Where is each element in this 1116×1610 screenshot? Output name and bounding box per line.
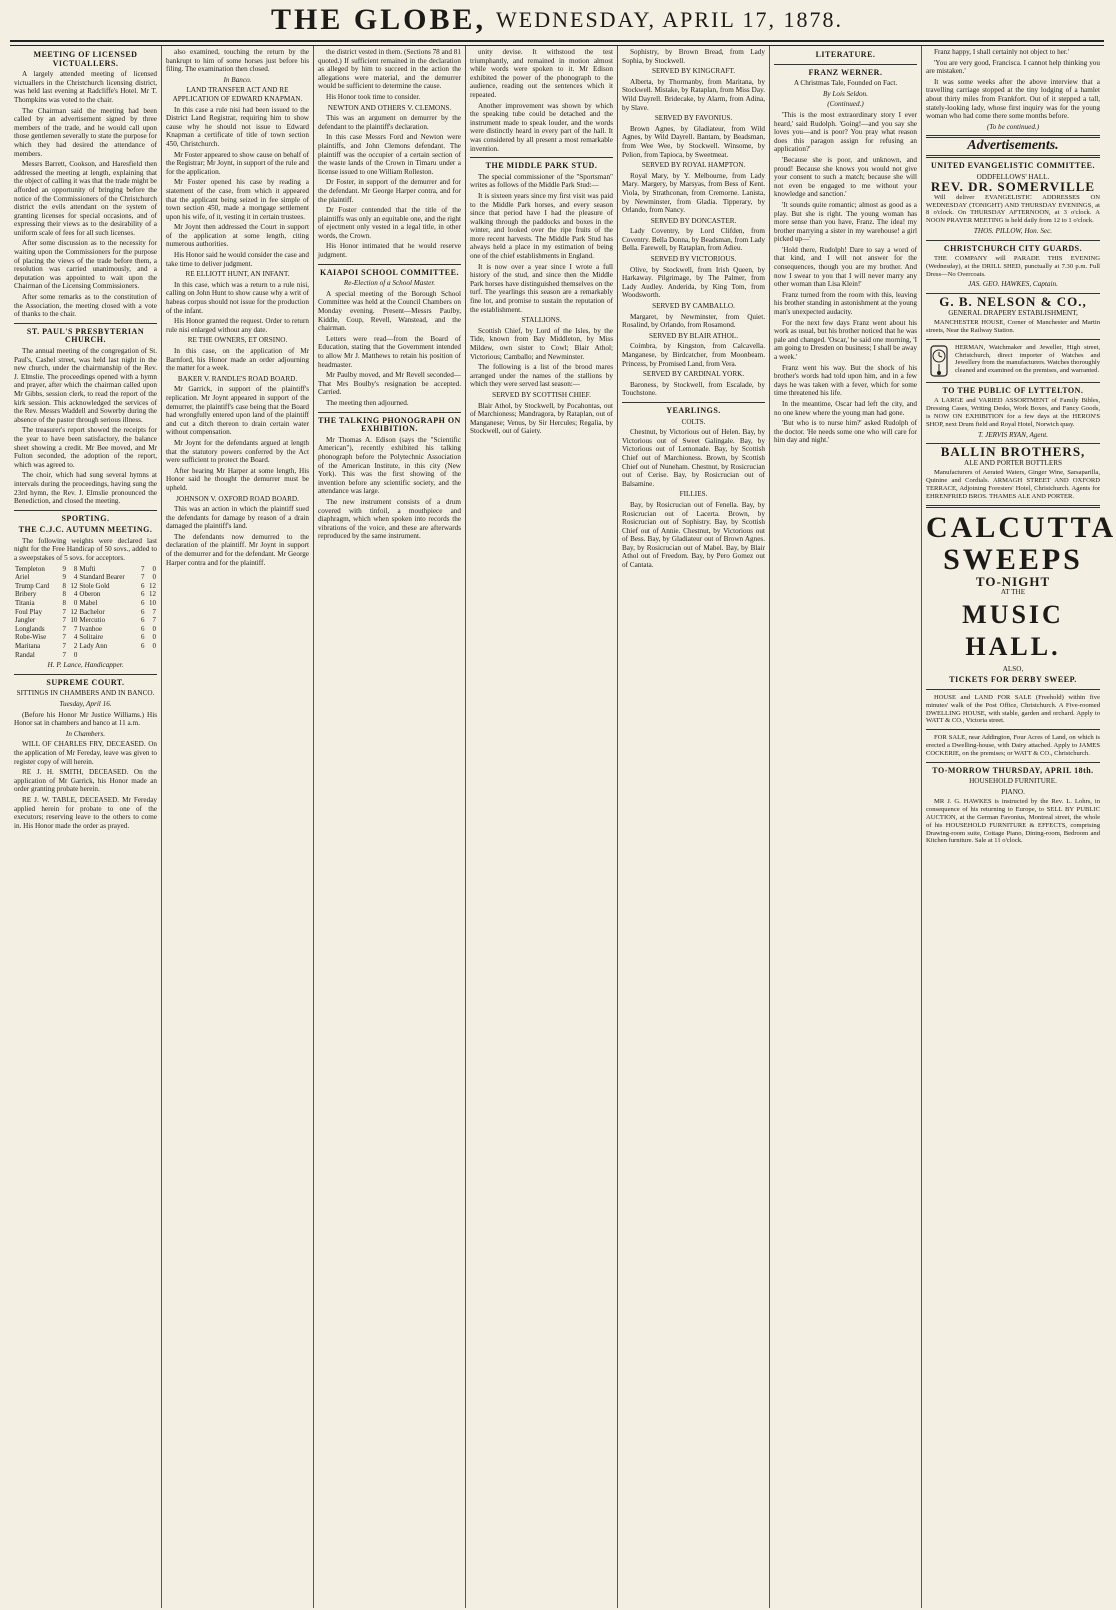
- divider: [14, 510, 157, 511]
- ad-banner: CALCUTTA SWEEPS: [926, 510, 1116, 576]
- section-label: SERVED BY BLAIR ATHOL.: [648, 331, 738, 340]
- weights-row: [14, 651, 157, 660]
- weights-row: [14, 633, 157, 642]
- case-heading: BAKER V. RANDLE'S ROAD BOARD.: [177, 374, 298, 383]
- ad-text: MANCHESTER HOUSE, Corner of Manchester and Martin streets, Near the Railway Station.: [926, 319, 1100, 335]
- divider: [926, 762, 1100, 763]
- weights-cell: 9: [62, 564, 66, 573]
- weights-cell: 6: [141, 633, 145, 642]
- weights-cell: 8: [62, 599, 66, 608]
- weights-cell: 7: [62, 607, 66, 616]
- weights-cell: Bachelor: [79, 607, 105, 616]
- continued-label: (To be continued.): [986, 122, 1040, 131]
- section-label: SERVED BY ROYAL HAMPTON.: [641, 161, 746, 170]
- paragraph: Mr Paulby moved, and Mr Revell seconded—That Mrs Boulby's resignation be accepted. Carried.: [318, 371, 461, 397]
- paragraph: Mr Foster appeared to show cause on behalf of the Registrar; Mr Joynt, in support of the rule and for the application.: [166, 150, 309, 176]
- headline: THE TALKING PHONOGRAPH ON EXHIBITION.: [318, 415, 461, 434]
- weights-cell: Bribery: [15, 590, 37, 599]
- paragraph: Mr Thomas A. Edison (says the "Scientific American"), recently exhibited his talking phonograph before the Polytechnic Association of the American Institute, in this city (New York). This was the first showing of the invention before any scientific society, and the attendance was large.: [318, 435, 461, 496]
- paragraph: The choir, which had sung several hymns at intervals during the proceedings, having sung the 23rd hymn, the Rev. J. Elmslie pronounced the Benediction, and closed the meeting.: [14, 471, 157, 506]
- divider: [926, 339, 1100, 340]
- paragraph: Messrs Barrett, Cookson, and Haresfield then addressed the meeting at length, explaining that the object of calling it was that the trade might be afforded an opportunity of bringing before the notice of the Commissioners of the Christchurch district the evils attendant on the system of granting licenses for special occasions, and of expressing their views as to the desirability of a uniform scale of fees for all such licenses.: [14, 160, 157, 237]
- divider: [926, 689, 1100, 690]
- paragraph: It is sixteen years since my first visit was paid to the Middle Park horses, and every season since that period have I had the pleasure of walking through the paddocks and boxes in the winter, and looked over the ripe fruits of the more recent harvests. The Middle Park Stud has always held a place in my estimation of being one of the chief establishments in England.: [470, 191, 613, 261]
- paragraph: Letters were read—from the Board of Education, stating that the Government intended to allow Mr J. Matthews to retain his position of headmaster.: [318, 334, 461, 369]
- weights-table: [14, 565, 157, 660]
- weights-cell: 0: [152, 624, 156, 633]
- weights-row: [14, 599, 157, 608]
- weights-cell: Jangler: [15, 616, 36, 625]
- paragraph: The Chairman said the meeting had been called by an advertisement signed by three members of the trade, and he would call upon those gentlemen severally to state the purpose for which they had desired the attendance of members.: [14, 106, 157, 158]
- weights-cell: 2: [73, 642, 78, 650]
- divider: [926, 382, 1100, 383]
- weights-cell: 7: [141, 573, 145, 582]
- weights-cell: 12: [149, 590, 156, 599]
- paragraph: Baroness, by Stockwell, from Escalade, by Touchstone.: [622, 380, 765, 398]
- paragraph: Lady Coventry, by Lord Clifden, from Coventry. Bella Donna, by Beadsman, from Lady Bella. Farewell, by Rataplan, from Adieu.: [622, 227, 765, 253]
- continued-label: (Continued.): [827, 100, 864, 109]
- section-label: In Banco.: [223, 75, 252, 84]
- ad-text: ALSO,: [1002, 664, 1024, 673]
- weights-cell: 7: [62, 650, 66, 659]
- ad-text: FOR SALE, near Addington, Four Acres of Land, on which is erected a Dwelling-house, with Dairy attached. Apply to JAMES COCKERIE, on the premises; or WATT & CO., Christchurch.: [926, 734, 1100, 757]
- advertisements-heading: Advertisements.: [967, 138, 1059, 154]
- ad-banner: REV. DR. SOMERVILLE: [930, 179, 1096, 195]
- headline: KAIAPOI SCHOOL COMMITTEE.: [320, 267, 459, 277]
- ad-heading: UNITED EVANGELISTIC COMMITTEE.: [931, 160, 1095, 170]
- issue-date: WEDNESDAY, APRIL 17, 1878.: [496, 7, 844, 32]
- ad-heading: CHRISTCHURCH CITY GUARDS.: [943, 243, 1083, 253]
- weights-row: [14, 608, 157, 617]
- ad-subheading: ODDFELLOWS' HALL.: [976, 172, 1050, 181]
- weights-cell: Ariel: [15, 573, 30, 582]
- paragraph: In this case a rule nisi had been issued to the District Land Registrar, requiring him to show cause why he should not issue to Edward Knapman a certificate of title of town section 450, Christchurch.: [166, 105, 309, 148]
- weights-cell: Trump Card: [15, 581, 50, 590]
- section-label: In Chambers.: [65, 729, 106, 738]
- clock-icon: [926, 344, 952, 378]
- headline: LITERATURE.: [815, 50, 876, 59]
- headline: ST. PAUL'S PRESBYTERIAN CHURCH.: [26, 326, 145, 345]
- paragraph: the district vested in them. (Sections 78 and 81 quoted.) If sufficient remained in the declaration as alleged by him to succeed in the action the allegations were material, and the demurrer would be sufficient to determine the cause.: [318, 48, 461, 91]
- weights-cell: 7: [62, 616, 66, 625]
- ad-signature: JAS. GEO. HAWKES, Captain.: [968, 280, 1058, 289]
- paragraph: Brown Agnes, by Gladiateur, from Wild Agnes, by Wild Dayrell. Bantam, by Beadsman, from Wee Wee, by Stockwell. Winsome, by Pelion, from Tapioca, by Sweetmeat.: [622, 124, 765, 159]
- subheadline: Re-Election of a School Master.: [343, 279, 436, 288]
- paragraph: Mr Foster opened his case by reading a statement of the case, from which it appeared that the applicant being seized in fee simple of town section 450, made a mortgage settlement upon his wife, of it, vesting it in certain trustees.: [166, 178, 309, 221]
- paragraph: The annual meeting of the congregation of St. Paul's, Cashel street, was held last night in the new church, under the chairmanship of the Rev. J. Elmslie. The proceedings opened with a hymn and prayer, after which the chairman called upon Mr Gibbs, session clerk, to read the report of the kirk session. This acknowledged the services of the Rev. Messrs Waddell and Sowerby during the absence of the pastor through serious illness.: [14, 347, 157, 424]
- paragraph: The meeting then adjourned.: [326, 398, 409, 407]
- weights-cell: 6: [141, 642, 145, 650]
- ad-banner: MUSIC HALL.: [962, 599, 1064, 661]
- column-3: [314, 46, 466, 1608]
- divider: [926, 155, 1100, 158]
- divider: [774, 64, 917, 65]
- paragraph: 'Hold there, Rudolph! Dare to say a word of that kind, and I will not answer for the consequences, though you are my brother. And now I swear to you that I will never marry any other woman than Lisa Klein!': [774, 245, 917, 289]
- weights-cell: 12: [70, 581, 78, 590]
- divider: [926, 240, 1100, 241]
- ad-banner: BALLIN BROTHERS,: [940, 444, 1086, 460]
- ad-text: HOUSE and LAND FOR SALE (Freehold) within five minutes' walk of the Post Office, Christchurch. A Five-roomed DWELLING HOUSE, with stable, garden and orchard. Apply to WATT & CO., Victoria street.: [926, 693, 1100, 725]
- paragraph: Scottish Chief, by Lord of the Isles, by the Tide, known from Bay Middleton, by Miss Mildew, own sister to Cowl; Blair Athol; Victorious; Camballo; and Newminster.: [470, 326, 613, 361]
- paragraph: Dr Foster contended that the title of the plaintiffs was only an equitable one, and the right of ejectment only vested in a legal title, in other words, the Crown.: [318, 206, 461, 240]
- weights-cell: 7: [141, 564, 145, 573]
- byline: By Lois Seldon.: [823, 89, 868, 98]
- section-label: SERVED BY CAMBALLO.: [652, 302, 735, 311]
- paragraph: After some remarks as to the constitution of the Association, the meeting closed with a vote of thanks to the chair.: [14, 293, 157, 319]
- divider: [470, 157, 613, 158]
- paragraph: Alberta, by Thormanby, from Maritana, by Stockwell. Mistake, by Rataplan, from Miss Day. Wild Dayrell. Bridecake, by Alarm, from Adina, by Slave.: [622, 77, 765, 112]
- divider: [318, 412, 461, 413]
- weights-cell: 6: [141, 616, 145, 625]
- weights-row: [14, 625, 157, 634]
- paragraph: (Before his Honor Mr Justice Williams.) His Honor sat in chambers and banco at 11 a.m.: [14, 710, 157, 728]
- weights-cell: Stole Gold: [79, 581, 110, 590]
- weights-cell: 10: [70, 616, 78, 625]
- paragraph: Blair Athol, by Stockwell, by Pocahontas, out of Marchioness; Mandragora, by Rataplan, out of Manganese; Venus, by Sir Hercules; Regalia, by Stockwell, out of Gaiety.: [470, 401, 613, 436]
- ad-text: Manufacturers of Aerated Waters, Ginger Wine, Sarsaparilla, Quinine and Cordials. ARMAGH STREET AND OXFORD TERRACE, Adjoining Foresters' Hotel, Christchurch. Agents for EHRENFRIED BROS. THAMES ALE AND PORTER.: [926, 469, 1100, 500]
- divider: [14, 674, 157, 675]
- weights-cell: Oberon: [79, 590, 101, 599]
- paragraph: unity devise. It withstood the test triumphantly, and remained in motion almost while words were spoken to it. Mr Edison exhibited the power of the phonograph to the audience, reading out the sentences which it repeated.: [470, 48, 613, 99]
- weights-cell: 0: [152, 633, 156, 642]
- divider: [14, 323, 157, 324]
- ad-heading: TO-MORROW THURSDAY, APRIL 18th.: [932, 765, 1094, 775]
- paragraph: WILL OF CHARLES FRY, DECEASED. On the application of Mr Fereday, leave was given to register copy of will herein.: [14, 740, 157, 766]
- paragraph: Mr Joynt then addressed the Court in support of the application at some length, citing numerous authorities.: [166, 223, 309, 249]
- weights-cell: 6: [141, 581, 145, 590]
- weights-cell: 7: [62, 624, 66, 633]
- ad-text: MR J. G. HAWKES is instructed by the Rev. L. Lohrs, in consequence of his returning to Europe, to SELL BY PUBLIC AUCTION, at the German Favonius, Montreal street, the whole of his HOUSEHOLD FURNITURE & EFFECTS, comprising Drawing-room suite, Cottage Piano, Dining-room, Bedroom and Kitchen furniture. Sale at 11 o'clock.: [926, 798, 1100, 845]
- ad-text: Will deliver EVANGELISTIC ADDRESSES ON WEDNESDAY (TONIGHT) AND THURSDAY EVENINGS, at 8 o'clock. On THURSDAY AFTERNOON, at 3 o'clock. A NOON PRAYER MEETING is held daily from 12 to 1 o'clock.: [926, 193, 1100, 225]
- weights-cell: 6: [141, 599, 145, 608]
- weights-cell: Mufti: [79, 564, 96, 573]
- paragraph: This was an argument on demurrer by the defendant to the plaintiff's declaration.: [318, 114, 461, 131]
- weights-cell: 8: [62, 590, 66, 599]
- paragraph: His Honor intimated that he would reserve judgment.: [318, 242, 461, 260]
- paragraph: The new instrument consists of a drum covered with tinfoil, a mouthpiece and diaphragm, which when spoken into records the vibrations of the voice, and these are afterwards reproduced by the same instrument.: [318, 497, 461, 541]
- weights-cell: 0: [152, 642, 156, 650]
- case-heading: JOHNSON V. OXFORD ROAD BOARD.: [176, 494, 299, 503]
- weights-cell: [139, 651, 146, 660]
- paragraph: It was some weeks after the above interview that a travelling carriage stopped at the tiny lodging of a hamlet about thirty miles from Frankfort. Out of it stepped a tall, stately-looking lady, whose first inquiry was for the young woman who had come there some months before.: [926, 77, 1100, 121]
- headline: MEETING OF LICENSED VICTUALLERS.: [33, 50, 138, 68]
- paragraph: Another improvement was shown by which the speaking tube could be detached and the instrument made to speak louder, and the words were distinctly heard in every part of the hall. It was considered by all present a most remarkable invention.: [470, 101, 613, 153]
- section-label: SERVED BY DONCASTER.: [650, 216, 737, 225]
- weights-cell: 8: [62, 581, 66, 590]
- paragraph: In this case, which was a return to a rule nisi, calling on John Hunt to show cause why a writ of habeas corpus should not issue for the production of the infant.: [166, 280, 309, 315]
- ad-signature: T. JERVIS RYAN, Agent.: [977, 430, 1049, 439]
- paragraph: Franz went his way. But the shock of his brother's words had told upon him, and in a few days he was taken with a fever, which for some time threatened his life.: [774, 363, 917, 398]
- paragraph: RE J. H. SMITH, DECEASED. On the application of Mr Garrick, his Honor made an order granting probate herein.: [14, 768, 157, 794]
- ad-text: THE COMPANY will PARADE THIS EVENING (Wednesday), at the DRILL SHED, punctually at 7.30 p.m. Full Dress—No Overcoats.: [926, 255, 1100, 278]
- ad-text: AT THE: [1000, 588, 1026, 597]
- weights-cell: Solitaire: [79, 633, 104, 642]
- paragraph: 'You are very good, Francisca. I cannot help thinking you are mistaken.': [926, 58, 1100, 76]
- ad-auction: [926, 767, 1100, 846]
- paragraph: Franz turned from the room with this, leaving his brother standing in astonishment at the young man's unexpected audacity.: [774, 290, 917, 317]
- weights-cell: 6: [141, 590, 145, 599]
- paragraph: For the next few days Franz went about his work as usual, but his brother noticed that he was pale and changed. 'Oscar,' he said one morning, 'I am going to Dresden on business; I shall be away a week.': [774, 318, 917, 361]
- paragraph: 'Because she is poor, and unknown, and proud! Because she knows you would not give your consent to such a match; because she will not even be engaged to me without your knowledge and sanction.': [774, 155, 917, 199]
- weights-cell: 7: [73, 624, 78, 633]
- weights-cell: Ivanhoe: [79, 624, 102, 633]
- paragraph: Chestnut, by Victorious out of Helen. Bay, by Victorious out of Sweet Galingale. Bay, by Victorious out of Lemonade. Bay, by Scottish Chief out of Marchioness. Brown, by Scottish Chief out of Nuneham. Chestnut, by Rosicrucian out of Cerise. Bay, by Rosicrucian out of Balsamine.: [622, 428, 765, 488]
- column-5: [618, 46, 770, 1608]
- paragraph: It is now over a year since I wrote a full history of the stud, and since then the Middle Park horses have distinguished themselves on the turf. The yearlings this season are a remarkably fine lot, and promise to sustain the reputation of the establishment.: [470, 262, 613, 314]
- story-title: FRANZ WERNER.: [808, 67, 883, 77]
- ad-nelson: [926, 294, 1100, 335]
- column-7: [922, 46, 1116, 1608]
- divider: [318, 264, 461, 265]
- paragraph: A largely attended meeting of licensed victuallers in the Christchurch licensing district, was held last evening at Radcliffe's Hotel. Mr T. Thompkins was voted to the chair.: [14, 70, 157, 104]
- section-label: SERVED BY VICTORIOUS.: [650, 255, 737, 264]
- weights-row: [14, 590, 157, 599]
- weights-cell: Robe-Wise: [15, 633, 47, 642]
- weights-cell: 6: [141, 624, 145, 633]
- headline: YEARLINGS.: [666, 405, 721, 415]
- story-subtitle: A Christmas Tale, Founded on Fact.: [793, 79, 898, 88]
- section-label: SERVED BY FAVONIUS.: [654, 114, 733, 123]
- masthead: [10, 0, 1104, 42]
- weights-cell: 0: [73, 599, 78, 608]
- weights-row: [14, 642, 157, 651]
- paragraph: The treasurer's report showed the receipts for the year to have been satisfactory, the balance sheet showing a credit. Mr Bee moved, and Mr Fulton seconded, the adoption of the report, which was agreed to.: [14, 426, 157, 469]
- paragraph: Margaret, by Newminster, from Quiet. Rosalind, by Orlando, from Rosamond.: [622, 312, 765, 330]
- subheadline: THE C.J.C. AUTUMN MEETING.: [18, 525, 153, 535]
- paragraph: Bay, by Rosicrucian out of Fenella. Bay, by Rosicrucian out of Lacerta. Brown, by Rosicrucian out of Sophistry. Bay, by Scottish Chief out of Annie. Chestnut, by Victorious out of Bess. Bay, by Gladiateur out of Brown Agnes. Bay, by Rosicrucian out of Mabel. Bay, by Blair Athol out of Freedom. Bay, by Pero Gomez out of Cantata.: [622, 500, 765, 570]
- paragraph: Mr Garrick, in support of the plaintiff's replication. Mr Joynt appeared in support of the demurrer, the plaintiff's case being that the Board had wrongfully entered upon land of the plaintiff and cut a ditch thereon to drain certain water without compensation.: [166, 385, 309, 437]
- headline: SPORTING.: [61, 513, 110, 523]
- ad-herman: [926, 344, 1100, 378]
- ad-heading: TICKETS FOR DERBY SWEEP.: [949, 675, 1077, 685]
- ad-ballin: [926, 444, 1100, 500]
- weights-cell: 7: [152, 616, 156, 625]
- paragraph: Royal Mary, by Y. Melbourne, from Lady Mary. Margery, by Marsyas, from Bess of Kent. Viola, by Strathconan, from Cremorne. Lanista, by Newminster, from Gladia. Tipperary, by Orlando, from Nancy.: [622, 171, 765, 215]
- paragraph: The special commissioner of the "Sportsman" writes as follows of the Middle Park Stud:—: [470, 172, 613, 190]
- weights-cell: 8: [73, 564, 78, 573]
- section-label: SERVED BY KINGCRAFT.: [651, 67, 736, 76]
- paragraph: A special meeting of the Borough School Committee was held at the Council Chambers on Monday evening. Present—Messrs Paulby, Kiddle, Coup, Revell, Wanstead, and the chairman.: [318, 289, 461, 333]
- headline: SUPREME COURT.: [46, 677, 125, 687]
- ad-text: A LARGE and VARIED ASSORTMENT of Family Bibles, Dressing Cases, Writing Desks, Work Boxes, and Fancy Goods, is NOW ON EXHIBITION for a few days at the HERON'S SHOP, next Drum field and Royal Hotel, Norwich quay.: [926, 397, 1100, 428]
- headline: THE MIDDLE PARK STUD.: [485, 161, 598, 171]
- ad-signature: THOS. PILLOW, Hon. Sec.: [973, 226, 1053, 235]
- paragraph: The following weights were declared last night for the Free Handicap of 50 sovs., added to a sweepstakes of 5 sovs. for acceptors.: [14, 536, 157, 563]
- weights-cell: 9: [62, 573, 66, 582]
- section-label: STALLIONS.: [521, 316, 562, 325]
- paragraph: also examined, touching the return by the bankrupt to him of some horses just before his filing. The examination then closed.: [166, 48, 309, 74]
- subheadline: SITTINGS IN CHAMBERS AND IN BANCO.: [16, 689, 155, 698]
- weights-cell: 4: [73, 590, 78, 599]
- divider: [926, 505, 1100, 508]
- ad-heading: TO THE PUBLIC OF LYTTELTON.: [942, 385, 1084, 395]
- weights-cell: 12: [149, 581, 156, 590]
- weights-row: [14, 565, 157, 574]
- paragraph: Franz happy, I shall certainly not object to her.': [934, 48, 1069, 56]
- weights-cell: Maritana: [15, 642, 41, 650]
- section-label: SERVED BY SCOTTISH CHIEF.: [492, 390, 591, 399]
- weights-cell: 0: [152, 573, 156, 582]
- paragraph: 'But who is to nurse him?' asked Rudolph of the doctor. 'He needs some one who will care for him day and night.': [774, 419, 917, 445]
- columns: [10, 46, 1116, 1608]
- paragraph: Coimbra, by Kingston, from Calcavella. Manganese, by Birdcatcher, from Moonbeam. Princess, by Promised Land, from Vera.: [622, 342, 765, 368]
- case-heading: NEWTON AND OTHERS V. CLEMONS.: [327, 103, 452, 112]
- weights-cell: Mabel: [79, 599, 98, 608]
- weights-cell: Titania: [15, 599, 35, 608]
- ad-subheading: HOUSEHOLD FURNITURE.: [969, 777, 1057, 786]
- paragraph: Dr Foster, in support of the demurrer and for the defendant. Mr George Harper contra, and for the plaintiff.: [318, 178, 461, 204]
- weights-cell: [146, 651, 157, 660]
- newspaper-title: THE GLOBE,: [270, 3, 487, 36]
- column-4: [466, 46, 618, 1608]
- weights-cell: [78, 651, 138, 660]
- weights-cell: 0: [73, 650, 78, 659]
- weights-cell: Foul Play: [15, 607, 43, 616]
- weights-cell: 7: [62, 642, 66, 650]
- paragraph: His Honor said he would consider the case and take time to deliver judgment.: [166, 251, 309, 268]
- handicapper-signature: H. P. Lance, Handicapper.: [47, 661, 124, 670]
- paragraph: After some discussion as to the necessity for waiting upon the Commissioners for the purpose of placing the views of the trade before them, a resolution was carried unanimously, and a deputation was appointed to wait upon the Chairman of the Licensing Commissioners.: [14, 239, 157, 291]
- ad-banner: G. B. NELSON & CO.,: [939, 294, 1087, 310]
- paragraph: 'This is the most extraordinary story I ever heard,' said Rudolph. 'Going!—and you say she loves you—and is poor? You pray what reason does this paragon assign for refusing an application?': [774, 110, 917, 154]
- paragraph: Sophistry, by Brown Bread, from Lady Sophia, by Stockwell.: [622, 48, 765, 65]
- divider: [622, 402, 765, 403]
- paragraph: His Honor granted the request. Order to return rule nisi enlarged without any date.: [166, 317, 309, 334]
- paragraph: After hearing Mr Harper at some length, His Honor said he thought the demurrer must be upheld.: [166, 466, 309, 492]
- weights-cell: 10: [149, 599, 156, 608]
- section-label: COLTS.: [681, 417, 706, 426]
- paragraph: The following is a list of the brood mares arranged under the names of the stallions by which they were served last season:—: [470, 363, 613, 389]
- weights-cell: 12: [70, 607, 78, 616]
- ad-calcutta-sweeps: [926, 510, 1116, 685]
- case-heading: RE ELLIOTT HUNT, AN INFANT.: [185, 270, 290, 279]
- paragraph: Olive, by Stockwell, from Irish Queen, by Harkaway. Pilgrimage, by The Palmer, from Lady Audley. Anderida, by King Tom, from Woodsworth.: [622, 265, 765, 300]
- case-heading: RE THE OWNERS, ET ORSINO.: [187, 336, 288, 345]
- weights-cell: Mercutio: [79, 616, 106, 625]
- ad-subheading: PIANO.: [1001, 787, 1025, 796]
- paragraph: In this case, on the application of Mr Barnford, his Honor made an order adjourning the matter for a week.: [166, 347, 309, 373]
- section-label: FILLIES.: [679, 490, 708, 499]
- paragraph: In this case Messrs Ford and Newton were plaintiffs, and John Clemons defendant. The plaintiff was the occupier of a certain section of the waste lands of the Crown in Timaru under a license issued to one William Rolleston.: [318, 133, 461, 176]
- weights-row: [14, 582, 157, 591]
- weights-cell: 7: [62, 633, 66, 642]
- paragraph: Mr Joynt for the defendants argued at length that the statutory powers conferred by the Act were sufficient to protect the Board.: [166, 438, 309, 465]
- divider: [926, 729, 1100, 730]
- section-label: SERVED BY CARDINAL YORK.: [642, 370, 745, 379]
- ad-lyttelton: [926, 387, 1100, 439]
- weights-row: [14, 616, 157, 625]
- paragraph: In the meantime, Oscar had left the city, and no one knew where the young man had gone.: [774, 399, 917, 417]
- weights-cell: 6: [141, 607, 145, 616]
- paragraph: 'It sounds quite romantic; almost as good as a play. But she is right. The young woman has more sense than you have, Franz. The idea! my brother marrying a sister in my warehouse! a girl picked up—': [774, 200, 917, 244]
- paragraph: This was an action in which the plaintiff sued the defendants for damage by reason of a drain damaged the plaintiff's land.: [166, 505, 309, 531]
- column-2: [162, 46, 314, 1608]
- weights-cell: Randal: [15, 650, 35, 659]
- column-6: [770, 46, 922, 1608]
- weights-cell: Lady Ann: [79, 642, 108, 650]
- ad-subheading: ALE AND PORTER BOTTLERS: [964, 458, 1062, 467]
- weights-cell: Templeton: [15, 564, 45, 573]
- case-heading: LAND TRANSFER ACT AND RE APPLICATION OF EDWARD KNAPMAN.: [172, 86, 303, 103]
- column-1: [10, 46, 162, 1608]
- weights-cell: 4: [73, 633, 78, 642]
- ad-subheading: TO-NIGHT: [975, 573, 1051, 589]
- paragraph: The defendants now demurred to the declaration of the plaintiff. Mr Joynt in support of the demurrer and for the defendant. Mr George Harper contra and for the plaintiff.: [166, 532, 309, 567]
- ad-text: HERMAN, Watchmaker and Jeweller, High street, Christchurch, direct importer of Watches and Jewellery from the manufacturers. Watches thoroughly cleaned and examined on the premises, and warranted.: [955, 343, 1100, 375]
- paragraph: His Honor took time to consider.: [326, 92, 421, 101]
- weights-cell: 7: [152, 607, 156, 616]
- ad-evangelistic: [926, 162, 1100, 236]
- ad-city-guards: [926, 245, 1100, 290]
- dateline: Tuesday, April 16.: [59, 699, 112, 708]
- weights-cell: 0: [152, 564, 156, 573]
- weights-cell: 4: [73, 573, 78, 582]
- weights-row: [14, 573, 157, 582]
- paragraph: RE J. W. TABLE, DECEASED. Mr Fereday applied herein for probate to one of the executors; reserving leave to the others to come in. His Honor made the order as prayed.: [14, 795, 157, 830]
- weights-cell: Longlands: [15, 624, 45, 633]
- ad-subheading: GENERAL DRAPERY ESTABLISHMENT,: [948, 308, 1078, 317]
- weights-cell: Standard Bearer: [79, 573, 125, 582]
